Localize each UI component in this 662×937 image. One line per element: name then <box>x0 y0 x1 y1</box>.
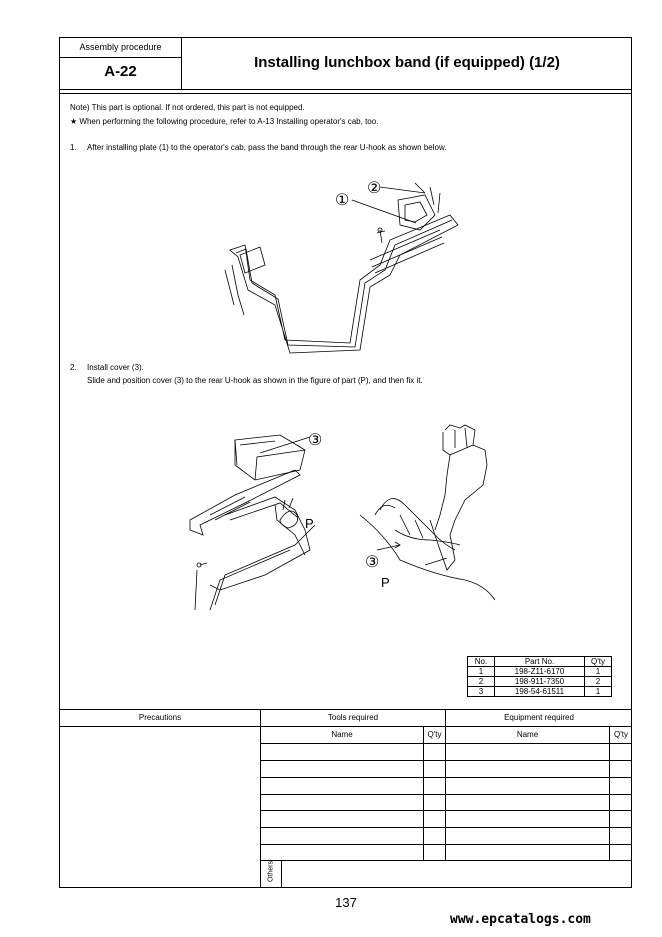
parts-header-partno: Part No. <box>495 657 585 667</box>
tools-qty-header: Q'ty <box>427 730 442 739</box>
equipment-qty-header: Q'ty <box>614 730 628 739</box>
parts-cell-partno: 198-54-61511 <box>495 687 585 697</box>
procedure-label: Assembly procedure <box>79 42 162 52</box>
parts-cell-qty: 1 <box>585 687 612 697</box>
table-row <box>468 677 612 687</box>
equipment-required-label: Equipment required <box>504 713 574 722</box>
fig1-callout-1: ① <box>335 192 350 209</box>
parts-header-qty: Q'ty <box>585 657 612 667</box>
parts-header-no: No. <box>468 657 495 667</box>
parts-cell-no: 2 <box>468 677 495 687</box>
tools-row-line <box>260 743 632 744</box>
fig2-callout-3: ③ <box>308 432 323 449</box>
table-row <box>468 687 612 697</box>
parts-cell-no: 3 <box>468 687 495 697</box>
fig3-label-p: P <box>381 575 390 590</box>
tools-required-label: Tools required <box>327 713 379 722</box>
equipment-name-header: Name <box>516 730 539 739</box>
page-number: 137 <box>335 895 357 910</box>
table-row <box>468 667 612 677</box>
fig3-callout-3: ③ <box>365 554 380 571</box>
tools-row-line <box>260 860 632 861</box>
star-note-line: ★ When performing the following procedure, refer to A-13 Installing operator's cab, too. <box>70 117 379 126</box>
page-title: Installing lunchbox band (if equipped) (1/2) <box>254 54 560 71</box>
fig1-callout-2: ② <box>367 180 382 197</box>
figure-part-p-detail <box>355 420 500 605</box>
step-2-number: 2. <box>70 363 77 372</box>
bottom-top-border <box>59 709 632 710</box>
tools-row-line <box>260 810 632 811</box>
parts-table-header <box>468 657 612 667</box>
tools-row-line <box>260 794 632 795</box>
tools-row-line <box>260 827 632 828</box>
others-label: Others <box>267 861 275 883</box>
parts-cell-qty: 2 <box>585 677 612 687</box>
equipment-qty-divider <box>609 726 610 860</box>
parts-table <box>467 656 612 697</box>
parts-cell-partno: 198-Z11-6170 <box>495 667 585 677</box>
tools-row-line <box>260 777 632 778</box>
precautions-label: Precautions <box>138 713 182 722</box>
step-2-text: Install cover (3). <box>87 363 144 372</box>
parts-cell-no: 1 <box>468 667 495 677</box>
procedure-code: A-22 <box>104 63 137 80</box>
watermark: www.epcatalogs.com <box>450 912 591 927</box>
step-1-text: After installing plate (1) to the operator's cab, pass the band through the rear U-hook as shown below. <box>87 143 447 152</box>
figure-cover-install <box>185 425 325 615</box>
others-divider <box>281 860 282 888</box>
step-1-number: 1. <box>70 143 77 152</box>
tools-row-line <box>260 844 632 845</box>
tools-row-line <box>260 760 632 761</box>
note-line: Note) This part is optional. If not ordered, this part is not equipped. <box>70 103 305 112</box>
tools-name-header: Name <box>331 730 353 739</box>
header-gap-border <box>59 93 632 94</box>
parts-cell-qty: 1 <box>585 667 612 677</box>
header-bottom-border <box>59 89 632 90</box>
parts-cell-partno: 198-911-7350 <box>495 677 585 687</box>
bottom-header-border <box>59 726 632 727</box>
header-code-divider <box>59 57 181 58</box>
tools-qty-divider <box>423 726 424 860</box>
step-2-subtext: Slide and position cover (3) to the rear U-hook as shown in the figure of part (P), and then fix it. <box>87 376 423 385</box>
fig2-label-p: P <box>305 516 314 531</box>
